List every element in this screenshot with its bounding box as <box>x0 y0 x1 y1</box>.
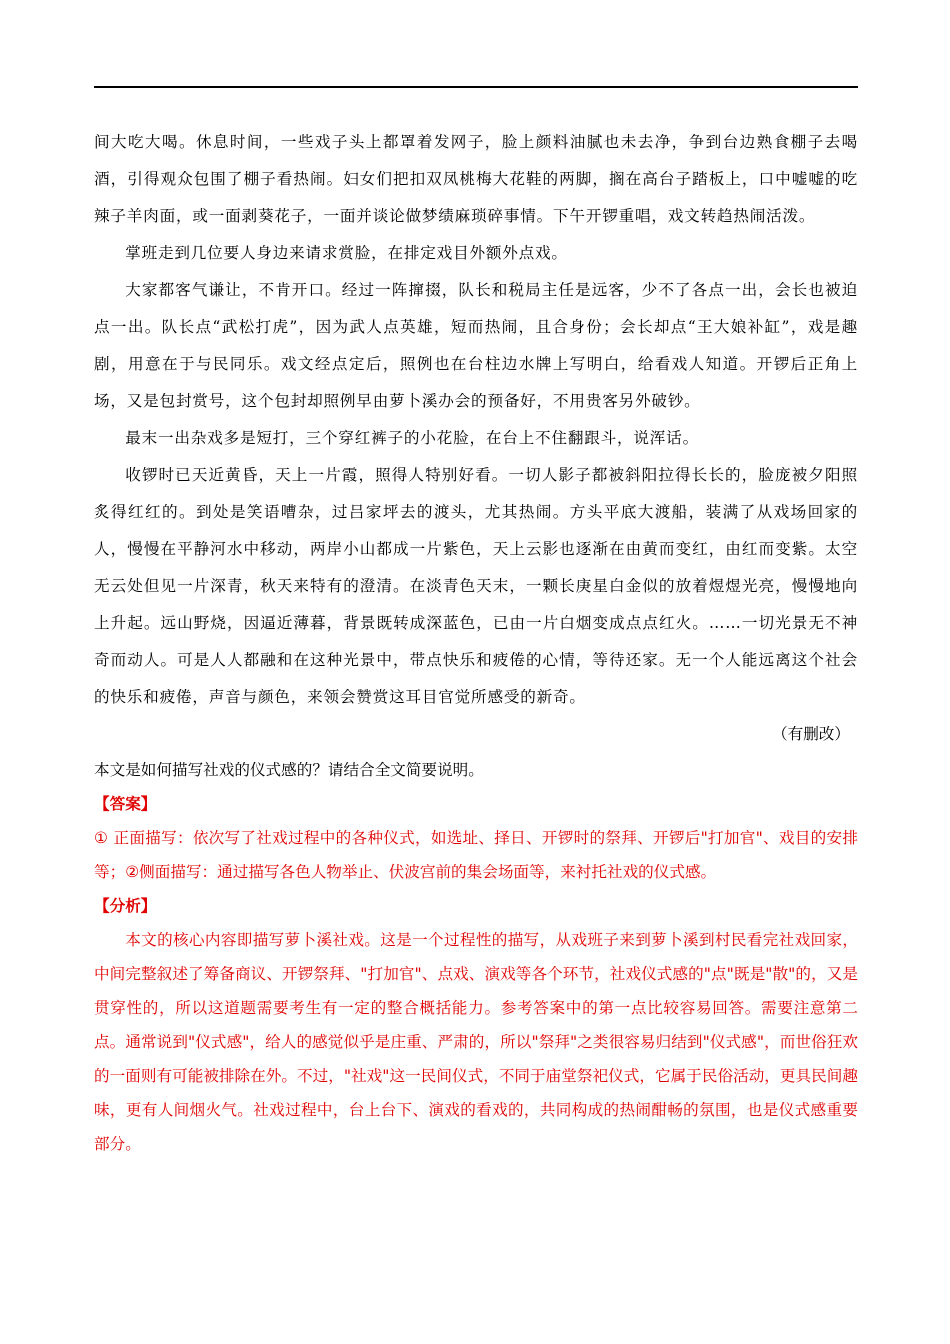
passage-paragraph-3: 大家都客气谦让，不肯开口。经过一阵撺掇，队长和税局主任是远客，少不了各点一出，会长也被迫点一出。队长点“武松打虎”，因为武人点英雄，短而热闹，且合身份；会长却点“王大娘补缸”，戏是趣剧，用意在于与民同乐。戏文经点定后，照例也在台柱边水牌上写明白，给看戏人知道。开锣后正角上场，又是包封赏号，这个包封却照例早由萝卜溪办会的预备好，不用贵客另外破钞。 <box>94 281 858 410</box>
passage-paragraph-1: 间大吃大喝。休息时间，一些戏子头上都罩着发网子，脸上颜料油腻也未去净，争到台边熟食棚子去喝酒，引得观众包围了棚子看热闹。妇女们把扣双凤桃梅大花鞋的两脚，搁在高台子踏板上，口中嘘嘘的吃辣子羊肉面，或一面剥葵花子，一面并谈论做梦绩麻琐碎事情。下午开锣重唱，戏文转趋热闹活泼。 <box>94 133 858 225</box>
question-text: 本文是如何描写社戏的仪式感的？请结合全文简要说明。 <box>94 761 484 779</box>
header-rule <box>94 86 858 88</box>
analysis-tag: 【分析】 <box>94 897 157 915</box>
analysis-text: 本文的核心内容即描写萝卜溪社戏。这是一个过程性的描写，从戏班子来到萝卜溪到村民看完社戏回家，中间完整叙述了筹备商议、开锣祭拜、"打加官"、点戏、演戏等各个环节，社戏仪式感的"点"既是"散"的，又是贯穿性的，所以这道题需要考生有一定的整合概括能力。参考答案中的第一点比较容易回答。需要注意第二点。通常说到"仪式感"，给人的感觉似乎是庄重、严肃的，所以"祭拜"之类很容易归结到"仪式感"，而世俗狂欢的一面则有可能被排除在外。不过，"社戏"这一民间仪式，不同于庙堂祭祀仪式，它属于民俗活动，更具民间趣味，更有人间烟火气。社戏过程中，台上台下、演戏的看戏的，共同构成的热闹酣畅的氛围，也是仪式感重要部分。 <box>94 931 858 1153</box>
document-body <box>94 124 858 1161</box>
reading-passage <box>94 124 858 716</box>
source-note: （有删改） <box>772 725 850 743</box>
answer-text: ① 正面描写：依次写了社戏过程中的各种仪式，如选址、择日、开锣时的祭拜、开锣后"打加官"、戏目的安排等；②侧面描写：通过描写各色人物举止、伏波宫前的集会场面等，来衬托社戏的仪式感。 <box>94 829 858 881</box>
passage-paragraph-4: 最末一出杂戏多是短打，三个穿红裤子的小花脸，在台上不住翻跟斗，说浑话。 <box>125 429 699 447</box>
passage-paragraph-2: 掌班走到几位要人身边来请求赏脸，在排定戏目外额外点戏。 <box>125 244 568 262</box>
answer-tag: 【答案】 <box>94 795 157 813</box>
passage-paragraph-5: 收锣时已天近黄昏，天上一片霞，照得人特别好看。一切人影子都被斜阳拉得长长的，脸庞被夕阳照炙得红红的。到处是笑语嘈杂，过吕家坪去的渡头，尤其热闹。方头平底大渡船，装满了从戏场回家的人，慢慢在平静河水中移动，两岸小山都成一片紫色，天上云影也逐渐在由黄而变红，由红而变紫。太空无云处但见一片深青，秋天来特有的澄清。在淡青色天末，一颗长庚星白金似的放着煜煜光亮，慢慢地向上升起。远山野烧，因逼近薄暮，背景既转成深蓝色，已由一片白烟变成点点红火。……一切光景无不神奇而动人。可是人人都融和在这种光景中，带点快乐和疲倦的心情，等待还家。无一个人能远离这个社会的快乐和疲倦，声音与颜色，来领会赞赏这耳目官觉所感受的新奇。 <box>94 466 858 706</box>
